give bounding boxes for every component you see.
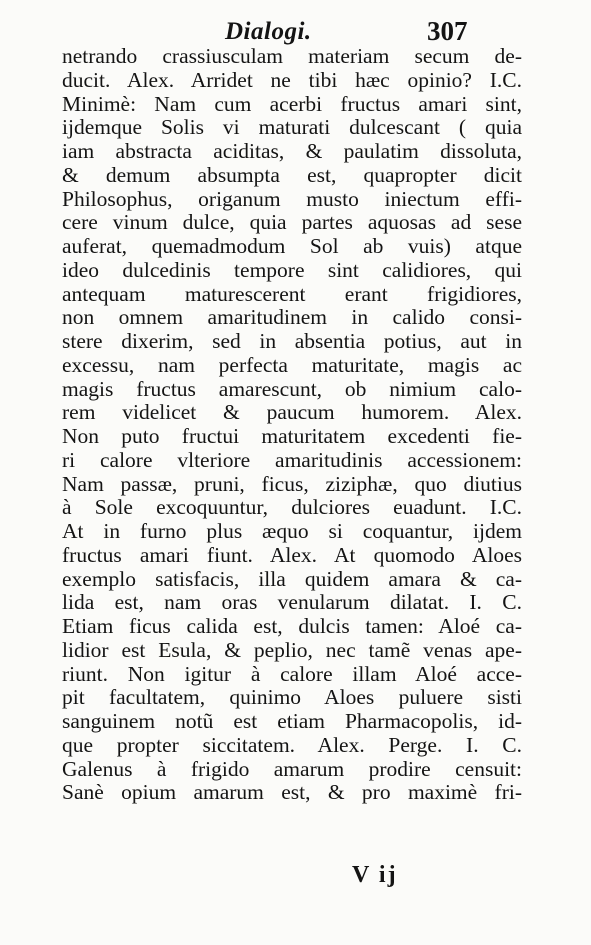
text-line: auferat, quemadmodum Sol ab vuis) atque: [62, 234, 522, 258]
text-line: que propter siccitatem. Alex. Perge. I. C.: [62, 732, 522, 757]
text-line: lidior est Esula, & peplio, nec tamẽ venas ape-: [62, 637, 522, 662]
text-line: netrando crassiusculam materiam secum de-: [62, 44, 522, 68]
text-line: sanguinem notũ est etiam Pharmacopolis, id-: [62, 709, 522, 733]
text-line: riunt. Non igitur à calore illam Aloé acce-: [62, 661, 522, 686]
signature-mark: V ij: [352, 862, 398, 888]
text-line: excessu, nam perfecta maturitate, magis ac: [62, 352, 522, 377]
text-line: ideo dulcedinis tempore sint calidiores, qui: [62, 257, 522, 282]
text-line: Etiam ficus calida est, dulcis tamen: Aloé ca-: [62, 614, 522, 638]
text-line: Galenus à frigido amarum prodire censuit:: [62, 756, 522, 781]
text-line: non omnem amaritudinem in calido consi-: [62, 305, 522, 330]
text-line: stere dixerim, sed in absentia potius, aut in: [62, 329, 522, 353]
text-line: ducit. Alex. Arridet ne tibi hæc opinio? I.C.: [62, 67, 522, 92]
text-line: ri calore vlteriore amaritudinis accessionem:: [62, 447, 522, 472]
text-line: exemplo satisfacis, illa quidem amara & ca-: [62, 566, 522, 591]
text-line: Minimè: Nam cum acerbi fructus amari sint,: [62, 91, 522, 116]
text-line: pit facultatem, quinimo Aloes puluere sisti: [62, 685, 522, 710]
text-line: iam abstracta aciditas, & paulatim dissoluta,: [62, 139, 522, 163]
text-line: & demum absumpta est, quapropter dicit: [62, 162, 522, 187]
text-line: Non puto fructui maturitatem excedenti fie-: [62, 424, 522, 448]
text-line: Philosophus, origanum musto iniectum effi-: [62, 186, 522, 211]
text-line: ijdemque Solis vi maturati dulcescant ( quia: [62, 115, 522, 140]
text-line: fructus amari fiunt. Alex. At quomodo Aloes: [62, 542, 522, 567]
text-line: antequam maturescerent erant frigidiores,: [62, 281, 522, 306]
text-line: Sanè opium amarum est, & pro maximè fri-: [62, 780, 522, 805]
running-title: Dialogi.: [225, 18, 312, 45]
text-line: Nam passæ, pruni, ficus, ziziphæ, quo diutius: [62, 471, 522, 496]
text-line: cere vinum dulce, quia partes aquosas ad sese: [62, 210, 522, 235]
body-text: [62, 45, 522, 805]
text-line: à Sole excoquuntur, dulciores euadunt. I.C.: [62, 495, 522, 520]
text-line: magis fructus amarescunt, ob nimium calo-: [62, 376, 522, 401]
text-line: lida est, nam oras venularum dilatat. I. C.: [62, 590, 522, 615]
text-line: rem videlicet & paucum humorem. Alex.: [62, 400, 522, 425]
text-line: At in furno plus æquo si coquantur, ijdem: [62, 519, 522, 543]
page-number: 307: [427, 16, 468, 46]
